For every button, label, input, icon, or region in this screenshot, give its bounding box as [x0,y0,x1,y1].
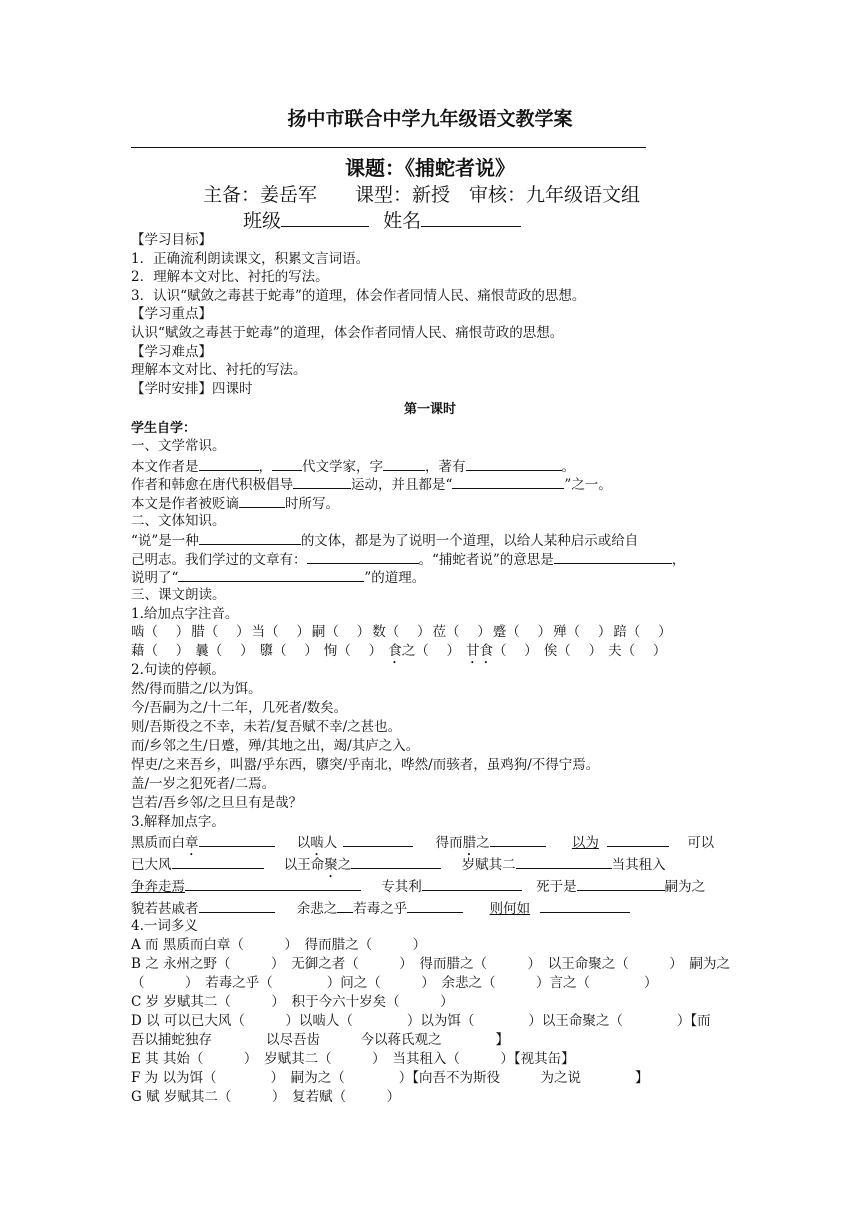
text: 。 [561,459,575,475]
text: 。“捕蛇者说”的意思是 [418,552,554,568]
pinyin-blank[interactable]: （ ） [273,643,318,659]
goal-item: 2．理解本文对比、衬托的写法。 [131,269,329,285]
dotted-char: 章 [185,835,199,851]
polysemy-line: C 岁 岁赋其二（ ） 积于今六十岁矣（ ） [131,994,454,1010]
blank[interactable] [239,493,285,508]
blank[interactable] [490,832,546,847]
blank[interactable] [422,876,522,891]
text: 嗣为之 [664,879,706,895]
blank[interactable] [351,854,441,869]
school-title: 扬中市联合中学九年级语文教学案 [287,108,573,130]
text: 黑质而白 [131,835,185,851]
text: ， [258,459,272,475]
pinyin-char: 甘 [465,643,480,659]
polysemy-line: B 之 永州之野（ ） 无御之者（ ） 得而腊之（ ） 以王命聚之（ ） 嗣为之 [131,956,731,972]
text: 己明志。我们学过的文章有： [131,552,307,568]
pinyin-blank[interactable]: （ ） [506,624,552,640]
blank[interactable] [337,898,353,913]
text: 代文学家，字 [302,459,383,475]
pinyin-char: 俟 [543,643,558,659]
explain-line [131,898,731,919]
prep-line: 主备：姜岳军 课型：新授 审核：九年级语文组 [203,184,641,206]
pinyin-char: 蹙 [492,624,507,640]
text: 争奔走焉 [131,879,185,895]
blank[interactable] [199,530,301,545]
pinyin-blank[interactable]: （ ） [566,624,612,640]
pinyin-blank[interactable]: （ ） [208,643,254,659]
question-heading: 4.一词多义 [131,918,198,934]
text: 之 [337,857,352,873]
blank[interactable] [178,567,364,582]
pinyin-item [252,623,310,642]
text: 已大风 [131,857,172,873]
pinyin-row [131,623,731,642]
text: 以为 [571,835,599,851]
pinyin-char: 殚 [553,624,567,640]
pinyin-blank[interactable]: （ ） [445,624,491,640]
pinyin-blank[interactable]: （ ） [621,643,667,659]
pause-line: 盖/一岁之犯死者/二焉。 [131,776,276,792]
text: 若毒之乎 [353,901,408,917]
text: 余悲之 [296,901,338,917]
name-label: 姓名 [383,210,422,232]
pinyin-char-tail: 之 [401,643,416,659]
blank[interactable] [407,898,463,913]
text: “说”是一种 [131,533,199,549]
goal-item: 1．正确流利朗读课文，积累文言词语。 [131,251,370,267]
pinyin-item [131,623,189,642]
section-heading: 一、文学常识。 [131,438,226,454]
text: 说明了“ [131,570,179,586]
polysemy-line: G 赋 岁赋其二（ ） 复若赋（ ） [131,1089,401,1105]
lesson-title: 课题：《捕蛇者说》 [345,156,515,180]
pause-line: 岂若/吾乡邻/之旦旦有是哉？ [131,795,303,811]
text: 人 [323,835,338,851]
pause-line: 而/乡邻之生/日蹙，殚/其地之出，竭/其庐之入。 [131,738,420,754]
blank[interactable] [293,474,351,489]
text: 本文是作者被贬谪 [131,496,239,512]
key-text: 认识“赋敛之毒甚于蛇毒”的道理，体会作者同情人民、痛恨苛政的思想。 [131,325,564,341]
pinyin-blank[interactable]: （ ） [385,624,431,640]
question-heading: 1.给加点字注音。 [131,606,239,622]
question-heading: 2.句读的停顿。 [131,662,225,678]
difficulty-text: 理解本文对比、衬托的写法。 [131,362,307,378]
pinyin-blank[interactable]: （ ） [626,624,672,640]
blank[interactable] [343,832,413,847]
text: 以王命 [283,857,325,873]
polysemy-line: A 而 黑质而白章（ ） 得而腊之（ ） [131,937,427,953]
key-heading: 【学习重点】 [131,306,212,322]
blank[interactable] [554,549,672,564]
name-blank[interactable] [421,207,521,227]
pinyin-char: 藉 [131,643,145,659]
section-heading: 二、文体知识。 [131,513,226,529]
pinyin-item [432,623,490,642]
pinyin-item [260,642,318,661]
pinyin-blank[interactable]: （ ） [557,643,603,659]
pinyin-blank[interactable]: （ ） [265,624,310,640]
text: 当其租入 [611,857,666,873]
pinyin-item [195,642,253,661]
blank[interactable] [199,456,259,471]
pinyin-item [324,642,382,661]
pinyin-blank[interactable]: （ ） [204,624,250,640]
pinyin-char: 腊 [191,624,205,640]
pinyin-char: 食 [388,643,402,659]
polysemy-line: 吾以捕蛇独存 以尽吾齿 今以蒋氏观之 】 [131,1032,509,1048]
blank[interactable] [452,474,564,489]
section-heading: 三、课文朗读。 [131,587,226,603]
pinyin-item [608,642,666,661]
text: 貌若甚戚者 [131,901,199,917]
text: 运动，并且都是“ [351,477,453,493]
pause-line: 则/吾斯役之不幸，未若/复吾赋不幸/之甚也。 [131,719,402,735]
pinyin-blank[interactable]: （ ） [325,624,371,640]
dotted-char: 聚 [324,857,338,873]
pinyin-item [553,623,611,642]
pinyin-item [191,623,249,642]
text: 以 [296,835,311,851]
class-label: 班级 [243,210,282,232]
pinyin-char: 嗣 [311,624,326,640]
fill-line [131,530,731,551]
class-blank[interactable] [281,207,369,227]
text: 专其利 [381,879,422,895]
pinyin-item [312,623,370,642]
blank[interactable] [307,549,419,564]
text: 的文体，都是为了说明一个道理，以给人某种启示或给自 [300,533,639,549]
pinyin-char: 夫 [608,643,622,659]
blank[interactable] [199,898,275,913]
text: 则何如 [489,901,531,917]
pinyin-char: 啮 [131,624,145,640]
difficulty-heading: 【学习难点】 [131,344,212,360]
blank[interactable] [516,854,612,869]
pinyin-char: 数 [372,624,386,640]
blank[interactable] [383,456,425,471]
text: 时所写。 [285,496,339,512]
pinyin-char-tail: 食 [479,643,493,659]
goal-item: 3．认识“赋敛之毒甚于蛇毒”的道理，体会作者同情人民、痛恨苛政的思想。 [131,288,586,304]
text: 得而 [435,835,463,851]
text: 岁赋其二 [461,857,516,873]
text: 可以 [687,835,715,851]
text: ”的道理。 [364,570,426,586]
text: 死于是 [536,879,577,895]
text: ”之一。 [564,477,612,493]
pinyin-blank[interactable]: （ ） [144,624,190,640]
pinyin-item [544,642,602,661]
fill-line [131,493,731,514]
title-rule [131,147,646,148]
pinyin-char: 恂 [323,643,338,659]
pinyin-char: 隳 [259,643,274,659]
polysemy-line: D 以 可以已大风（ ）以啮人（ ）以为饵（ ）以王命聚之（ ）【而 [131,1013,711,1029]
schedule: 【学时安排】四课时 [131,381,253,397]
self-study-label: 学生自学： [131,421,197,436]
class-name-line [243,206,521,233]
pinyin-item [493,623,551,642]
question-heading: 3.解释加点字。 [131,814,225,830]
pinyin-blank[interactable]: （ ） [415,643,460,659]
pinyin-char: 莅 [432,624,446,640]
dotted-char: 腊 [462,835,477,851]
blank[interactable] [607,832,669,847]
goals-heading: 【学习目标】 [131,232,212,248]
pinyin-item [372,623,430,642]
pause-line: 然/得而腊之/以为饵。 [131,681,262,697]
polysemy-line: E 其 其始（ ） 岁赋其二（ ） 当其租入（ ）【视其缶】 [131,1051,575,1067]
text: 本文作者是 [131,459,199,475]
blank[interactable] [577,876,665,891]
fill-line [131,567,731,588]
blank[interactable] [185,876,361,891]
explain-line [131,876,731,897]
pinyin-blank[interactable]: （ ） [144,643,190,659]
pause-line: 悍吏/之来吾乡，叫嚣/乎东西，隳突/乎南北，哗然/而骇者，虽鸡狗/不得宁焉。 [131,757,600,773]
text: ， [671,552,686,568]
pinyin-char: 曩 [195,643,209,659]
text: ，著有 [425,459,466,475]
pinyin-blank[interactable]: （ ） [492,643,538,659]
lesson-heading: 第一课时 [403,402,456,417]
blank[interactable] [272,456,302,471]
text: 作者和韩愈在唐代积极倡导 [131,477,293,493]
pinyin-item [131,642,189,661]
pause-line: 今/吾嗣为之/十二年，几死者/数矣。 [131,700,348,716]
blank[interactable] [466,456,562,471]
pinyin-char: 当 [251,624,266,640]
text: 之 [476,835,490,851]
polysemy-line: （ ） 若毒之乎（ ）问之（ ） 余悲之（ ）言之（ ） [131,975,658,991]
blank[interactable] [540,898,630,913]
fill-line [131,474,731,495]
pinyin-blank[interactable]: （ ） [337,643,383,659]
blank[interactable] [199,832,275,847]
polysemy-line: F 为 以为饵（ ） 嗣为之（ ）【向吾不为斯役 为之说 】 [131,1070,649,1086]
pinyin-char: 踣 [613,624,627,640]
pinyin-item [613,623,671,642]
blank[interactable] [172,854,264,869]
dotted-char: 啮 [310,835,324,851]
